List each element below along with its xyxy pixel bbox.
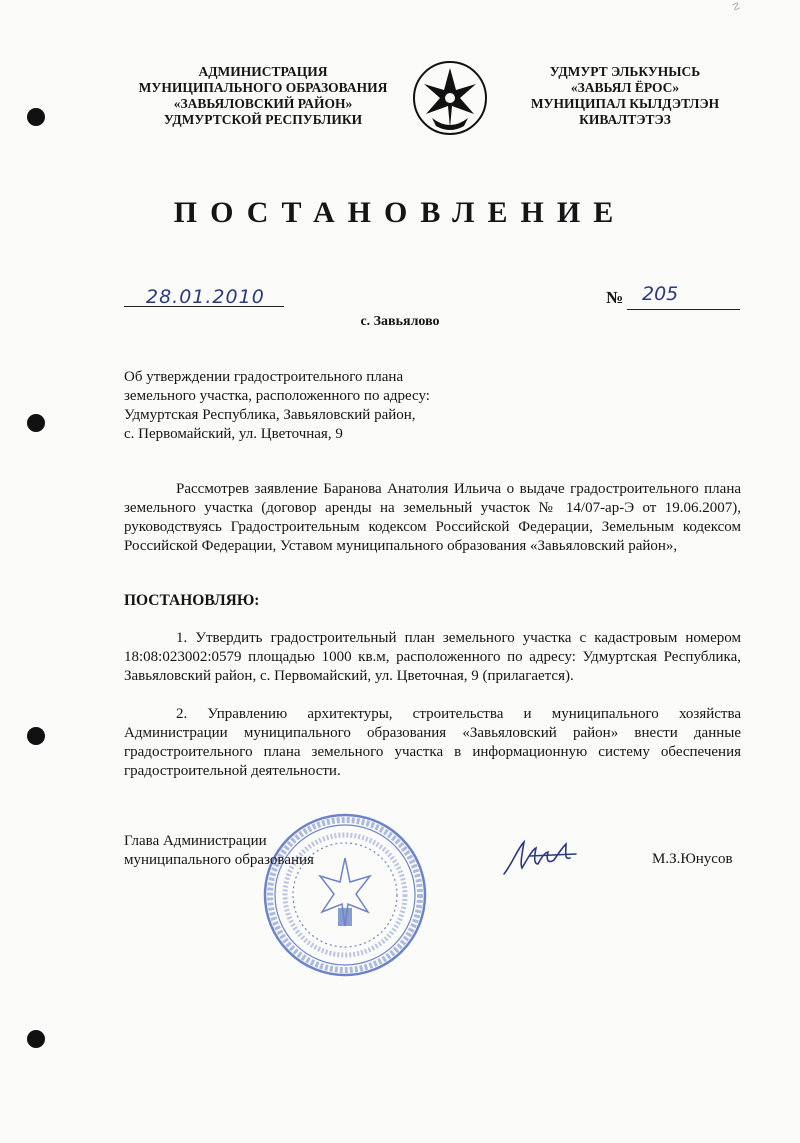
place-of-issue: с. Завьялово bbox=[360, 314, 440, 329]
header-right-block bbox=[510, 64, 740, 128]
punch-hole bbox=[27, 108, 45, 126]
subject-line: Удмуртская Республика, Завьяловский район, bbox=[124, 407, 416, 423]
signatory-position-line: муниципального образования bbox=[124, 852, 314, 868]
punch-hole bbox=[27, 414, 45, 432]
number-label: № bbox=[606, 288, 624, 307]
district-emblem-icon bbox=[412, 60, 488, 136]
header-left-line: МУНИЦИПАЛЬНОГО ОБРАЗОВАНИЯ bbox=[138, 80, 388, 95]
punch-hole bbox=[27, 1030, 45, 1048]
header-right-line: УДМУРТ ЭЛЬКУНЫСЬ bbox=[549, 64, 701, 79]
date-underline bbox=[124, 306, 284, 307]
signatory-name: М.З.Юнусов bbox=[652, 851, 733, 867]
document-title: ПОСТАНОВЛЕНИЕ bbox=[173, 196, 627, 229]
header-right-line: «ЗАВЬЯЛ ЁРОС» bbox=[570, 80, 680, 95]
signatory-position bbox=[124, 832, 314, 870]
handwritten-signature-icon bbox=[500, 834, 580, 880]
header-right-line: КИВАЛТЭТЭЗ bbox=[579, 112, 671, 127]
number-underline bbox=[627, 309, 740, 310]
subject-line: Об утверждении градостроительного плана bbox=[124, 369, 404, 385]
header-left-line: УДМУРТСКОЙ РЕСПУБЛИКИ bbox=[163, 112, 363, 127]
decree-heading: ПОСТАНОВЛЯЮ: bbox=[124, 592, 260, 609]
punch-hole bbox=[27, 727, 45, 745]
signatory-position-line: Глава Администрации bbox=[124, 833, 267, 849]
preamble-paragraph: Рассмотрев заявление Баранова Анатолия Ильича о выдаче градостроительного плана земельного участка (договор аренды на земельный участок № 14/07-ар-Э от 19.06.2007), руководствуясь Градостроительным кодексом Российской Федерации, Земельным кодексом Российской Федерации, Уставом муниципального образования «Завьяловский район», bbox=[124, 481, 741, 554]
handwritten-number: 205 bbox=[642, 283, 679, 305]
decree-item: 1. Утвердить градостроительный план земельного участка с кадастровым номером 18:08:023002:0579 площадью 1000 кв.м, расположенного по адресу: Удмуртская Республика, Завьяловский район, с. Первомайский, ул. Цветочная, 9 (прилагается). bbox=[124, 630, 741, 684]
header-left-line: «ЗАВЬЯЛОВСКИЙ РАЙОН» bbox=[173, 96, 353, 111]
subject-line: с. Первомайский, ул. Цветочная, 9 bbox=[124, 426, 343, 442]
decree-item: 2. Управлению архитектуры, строительства и муниципального хозяйства Администрации муниципального образования «Завьяловский район» внести данные градостроительного плана земельного участка в информационную систему обеспечения градостроительной деятельности. bbox=[124, 706, 741, 779]
corner-pencil-mark: ☡ bbox=[730, 1, 743, 14]
handwritten-date: 28.01.2010 bbox=[146, 286, 265, 308]
subject-line: земельного участка, расположенного по адресу: bbox=[124, 388, 430, 404]
subject-block bbox=[124, 368, 464, 444]
header-left-block bbox=[128, 64, 398, 128]
header-right-line: МУНИЦИПАЛ КЫЛДЭТЛЭН bbox=[530, 96, 720, 111]
header-left-line: АДМИНИСТРАЦИЯ bbox=[198, 64, 328, 79]
